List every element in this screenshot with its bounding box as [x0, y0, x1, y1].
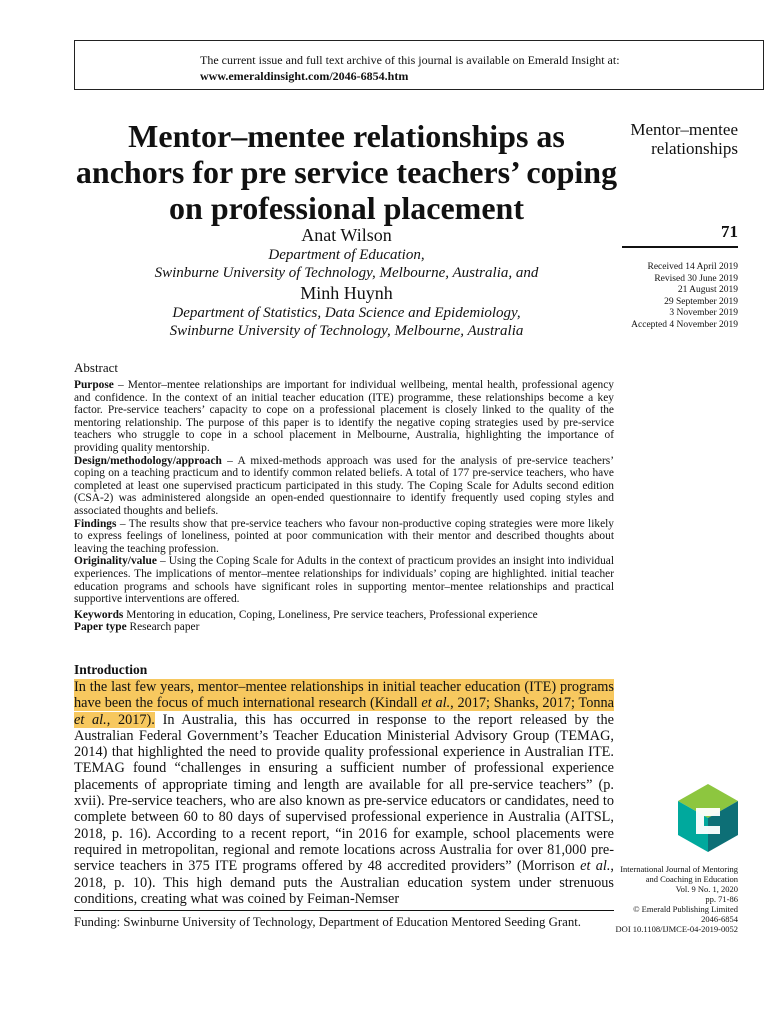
author-affiliation: Department of Education,	[268, 247, 425, 263]
introduction-section	[74, 661, 614, 907]
date-line: 21 August 2019	[677, 285, 738, 295]
paper-type-label: Paper type	[74, 621, 127, 634]
introduction-heading: Introduction	[74, 662, 148, 677]
introduction-paragraph	[74, 679, 614, 907]
journal-line: pp. 71-86	[705, 894, 738, 904]
highlight-segment: In the last few years, mentor–mentee relationships in initial teacher education (ITE) programs have been the focus of much international research (Kindall	[74, 679, 614, 712]
notice-text: The current issue and full text archive of this journal is available on Emerald Insight at:	[200, 53, 620, 67]
author-affiliation: Swinburne University of Technology, Melbourne, Australia	[169, 323, 524, 339]
keywords-text: Mentoring in education, Coping, Loneliness, Pre service teachers, Professional experience	[123, 608, 538, 621]
abstract-heading: Abstract	[74, 360, 119, 375]
author-name: Minh Huynh	[300, 283, 393, 303]
journal-archive-notice	[74, 40, 764, 90]
funding-footnote: Funding: Swinburne University of Technology, Department of Education Mentored Seeding Grant.	[74, 910, 614, 930]
date-line: Received 14 April 2019	[647, 262, 738, 272]
running-title: Mentor–mentee relationships	[630, 120, 738, 158]
abstract-purpose	[74, 379, 614, 455]
highlight-segment: , 2017; Shanks, 2017; Tonna	[450, 695, 615, 712]
purpose-text: – Mentor–mentee relationships are important for individual wellbeing, mental health, professional agency and confidence. In the context of an initial teacher education (ITE) programme, these relationships become a key factor. Pre-service teachers’ capacity to cope on a professional placement is closely linked to the quality of the mentoring relationship. The purpose of this paper is to identify the negative coping strategies used by pre-service teachers who struggle to cope in a school placement in Melbourne, Australia, highlighting the importance of providing quality mentorship.	[74, 379, 614, 454]
paper-type-text: Research paper	[126, 621, 200, 634]
journal-line: Vol. 9 No. 1, 2020	[675, 884, 738, 894]
abstract-section	[74, 360, 614, 634]
body-segment: In Australia, this has occurred in response to the report released by the Australian Federal Government’s Teacher Education Ministerial Advisory Group (TEMAG, 2014) that highlighted the need to provide quality professional experience in Australian ITE. TEMAG found “challenges in ensuring a sufficient number of professional experience placements of appropriate timing and length are available for all pre-service teachers” (p. xvii). Pre-service teachers, who are also known as pre-service educators or candidates, need to complete between 60 to 80 days of supervised professional experience in Australia (AITSL, 2018, p. 16). According to a recent report, “in 2016 for example, school placements were required in metropolitan, regional and remote locations across Australia for over 81,000 pre-service teachers in 375 ITE programs offered by 48 accredited providers” (Morrison	[74, 711, 615, 875]
date-line: 3 November 2019	[669, 308, 738, 318]
author-name: Anat Wilson	[301, 225, 392, 245]
keywords-label: Keywords	[74, 608, 124, 621]
purpose-label: Purpose	[74, 379, 114, 391]
body-segment: , 2018, p. 10). This high demand puts the Australian education system under strenuous conditions, creating what was coined by Feiman-Nemser	[74, 858, 614, 907]
abstract-design	[74, 455, 614, 518]
design-text: – A mixed-methods approach was used for the analysis of pre-service teachers’ coping on a teaching practicum and to identify common related beliefs. A total of 177 pre-service teachers, who have completed at least one supervised practicum participated in this study. The Coping Scale for Adults second edition (CSA-2) was administered alongside an open-ended questionnaire to identify frequently used coping styles and associated thoughts and beliefs.	[74, 454, 614, 517]
date-line: Accepted 4 November 2019	[631, 319, 738, 330]
originality-text: – Using the Coping Scale for Adults in the context of practicum provides an insight into individual experiences. The implications of mentor–mentee relationships for individuals’ coping are highlighted. initial teacher education programs and schools have significant roles in supporting mentor–mentee relationships and practical supportive interventions are offered.	[74, 555, 614, 606]
findings-label: Findings	[74, 517, 117, 530]
abstract-paper-type	[74, 621, 614, 634]
findings-text: – The results show that pre-service teachers who favour non-productive coping strategies were more likely to express feelings of loneliness, pointed at poor communication with their mentor and described thoughts about leaving the teaching profession.	[74, 517, 614, 555]
date-line: 29 September 2019	[664, 296, 738, 307]
et-al: et al.	[421, 695, 451, 712]
originality-label: Originality/value	[74, 555, 157, 568]
author-affiliation: Swinburne University of Technology, Melbourne, Australia, and	[154, 265, 539, 281]
et-al: et al.	[74, 711, 107, 728]
abstract-findings	[74, 518, 614, 556]
author-block	[74, 224, 619, 340]
et-al: et al.	[580, 858, 611, 875]
page-number: 71	[622, 222, 738, 248]
submission-dates	[578, 262, 738, 331]
emerald-logo-icon	[676, 782, 740, 854]
date-line: Revised 30 June 2019	[654, 273, 738, 284]
journal-line: 2046-6854	[701, 914, 738, 924]
journal-line: and Coaching in Education	[645, 874, 738, 884]
abstract-originality	[74, 555, 614, 605]
design-label: Design/methodology/approach	[74, 454, 222, 467]
journal-info	[578, 864, 738, 934]
journal-doi: DOI 10.1108/IJMCE-04-2019-0052	[615, 924, 738, 934]
journal-line: © Emerald Publishing Limited	[633, 904, 738, 914]
highlight-segment: , 2017).	[106, 711, 155, 728]
article-title: Mentor–mentee relationships as anchors for pre service teachers’ coping on professional placement	[75, 118, 618, 226]
author-affiliation: Department of Statistics, Data Science and Epidemiology,	[172, 305, 521, 321]
abstract-keywords	[74, 609, 614, 622]
journal-line: International Journal of Mentoring	[620, 864, 738, 874]
journal-url-link[interactable]: www.emeraldinsight.com/2046-6854.htm	[200, 69, 409, 83]
